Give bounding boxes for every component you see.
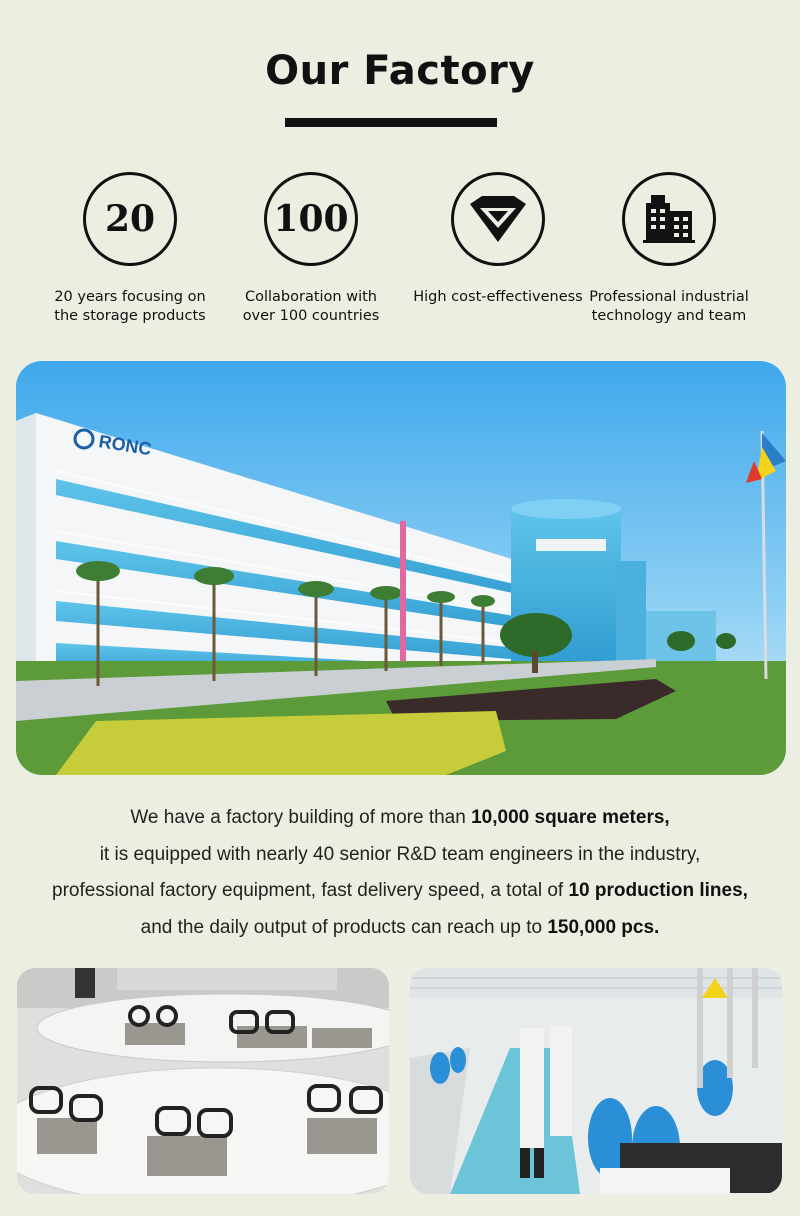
desc-text: We have a factory building of more than: [130, 807, 472, 828]
desc-highlight: 10 production lines,: [568, 880, 748, 901]
building-icon: [643, 195, 695, 243]
stat-caption-line: 20 years focusing on: [54, 289, 206, 305]
stat-value: 20: [104, 198, 156, 240]
production-line-photo: [410, 968, 782, 1194]
stat-cost: [403, 172, 593, 307]
stat-countries: [216, 172, 406, 326]
stat-technology: [574, 172, 764, 326]
showroom-photo: [17, 968, 389, 1194]
stat-caption-line: Professional industrial: [589, 289, 749, 305]
years-circle: [83, 172, 177, 266]
desc-highlight: 10,000 square meters,: [471, 807, 670, 828]
stat-value: 100: [273, 198, 349, 240]
stat-caption-line: the storage products: [54, 308, 206, 324]
factory-photo: [16, 361, 786, 775]
technology-circle: [622, 172, 716, 266]
desc-text: professional factory equipment, fast delivery speed, a total of: [52, 880, 569, 901]
desc-highlight: 150,000 pcs.: [547, 916, 660, 938]
cost-circle: [451, 172, 545, 266]
desc-text: and the daily output of products can reach up to: [140, 916, 548, 938]
stat-caption-line: technology and team: [591, 308, 747, 324]
stat-caption-line: over 100 countries: [242, 308, 380, 324]
logo-text: RONC: [97, 431, 153, 460]
stat-caption-line: Collaboration with: [244, 289, 377, 305]
countries-circle: [264, 172, 358, 266]
page-title: Our Factory: [265, 48, 535, 94]
factory-description: [0, 800, 800, 946]
desc-text: it is equipped with nearly 40 senior R&D team engineers in the industry,: [99, 843, 701, 865]
stat-caption-line: High cost-effectiveness: [413, 289, 583, 305]
stat-years: [35, 172, 225, 326]
title-underline: [285, 118, 497, 127]
diamond-icon: [468, 196, 528, 242]
